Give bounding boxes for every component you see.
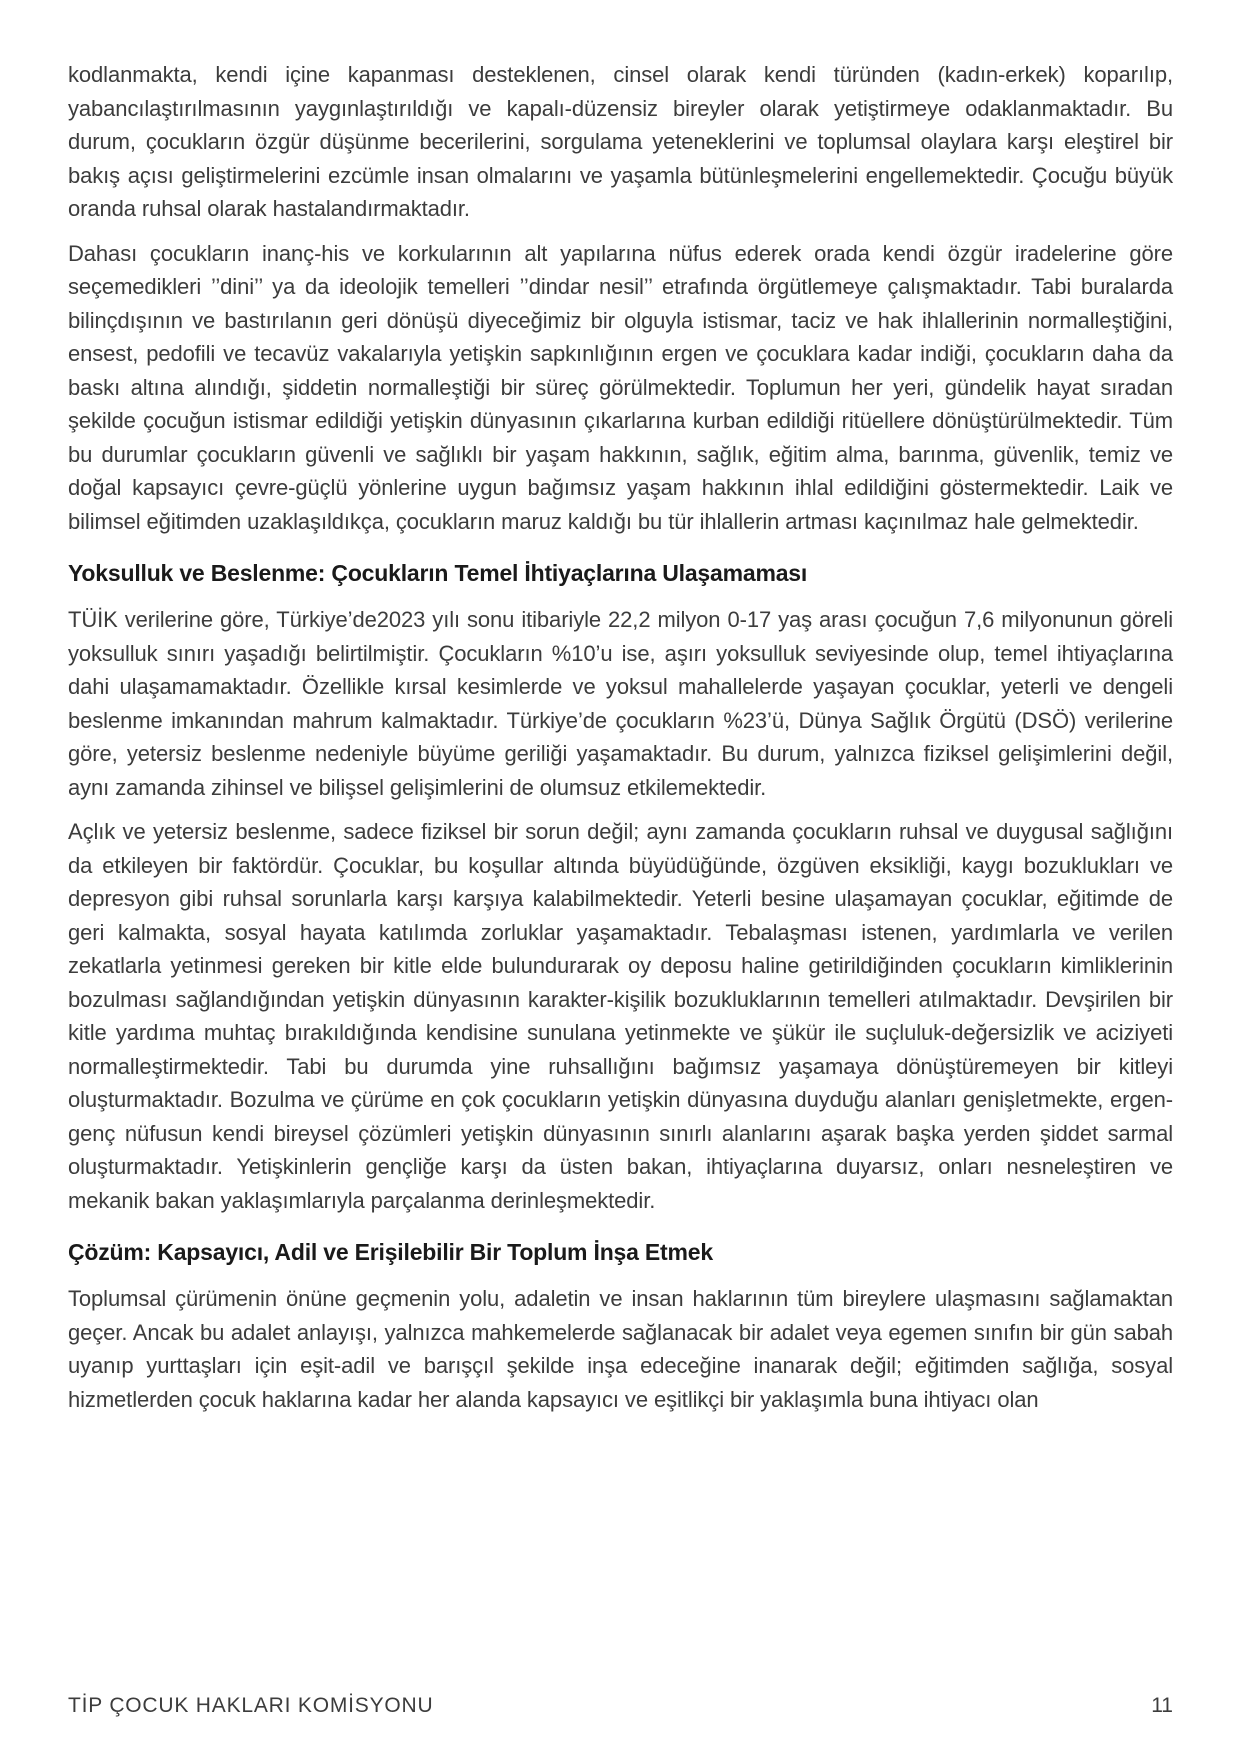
page-content xyxy=(68,58,1173,1416)
paragraph-solution-inclusive-society: Toplumsal çürümenin önüne geçmenin yolu, adaletin ve insan haklarının tüm bireylere ulaşmasını sağlamaktan geçer. Ancak bu adalet anlayışı, yalnızca mahkemelerde sağlanacak bir adalet veya egemen sınıfın bir gün sabah uyanıp yurttaşları için eşit-adil ve barışçıl şekilde inşa edeceğine inanarak değil; eğitimden sağlığa, sosyal hizmetlerden çocuk haklarına kadar her alanda kapsayıcı ve eşitlikçi bir yaklaşımla buna ihtiyacı olan xyxy=(68,1286,1173,1412)
footer-commission-name: TİP ÇOCUK HAKLARI KOMİSYONU xyxy=(68,1694,434,1717)
section-heading-solution: Çözüm: Kapsayıcı, Adil ve Erişilebilir Bir Toplum İnşa Etmek xyxy=(68,1239,713,1265)
page-footer xyxy=(68,1694,1173,1718)
paragraph-hunger-psychological-effects: Açlık ve yetersiz beslenme, sadece fiziksel bir sorun değil; aynı zamanda çocukların ruhsal ve duygusal sağlığını da etkileyen bir faktördür. Çocuklar, bu koşullar altında büyüdüğünde, özgüven eksikliği, kaygı bozuklukları ve depresyon gibi ruhsal sorunlarla karşı karşıya kalabilmektedir. Yeterli besine ulaşamayan çocuklar, eğitimde de geri kalmakta, sosyal hayata katılımda zorluklar yaşamaktadır. Tebalaşması istenen, yardımlarla ve verilen zekatlarla yetinmesi gereken bir kitle elde bulundurarak oy deposu haline getirildiğinden çocukların kimliklerinin bozulması sağlandığından yetişkin dünyasının karakter-kişilik bozukluklarının temelleri atılmaktadır. Devşirilen bir kitle yardıma muhtaç bırakıldığında kendisine sunulana yetinmekte ve şükür ile suçluluk-değersizlik ve aciziyeti normalleştirmektedir. Tabi bu durumda yine ruhsallığını bağımsız yaşamaya dönüştüremeyen bir kitleyi oluşturmaktadır. Bozulma ve çürüme en çok çocukların yetişkin dünyasına duyduğu alanları genişletmekte, ergen-genç nüfusun kendi bireysel çözümleri yetişkin dünyasının sınırlı alanlarını aşarak başka yerden şiddet sarmal oluşturmaktadır. Yetişkinlerin gençliğe karşı da üsten bakan, ihtiyaçlarına duyarsız, onları nesneleştiren ve mekanik bakan yaklaşımlarıyla parçalanma derinleşmektedir. xyxy=(68,819,1173,1213)
section-heading-poverty-nutrition: Yoksulluk ve Beslenme: Çocukların Temel İhtiyaçlarına Ulaşamaması xyxy=(68,560,808,586)
paragraph-religious-ideological-pressure: Dahası çocukların inanç-his ve korkularının alt yapılarına nüfus ederek orada kendi özgür iradelerine göre seçemedikleri ’’dini’’ ya da ideolojik temelleri ’’dindar nesil’’ etrafında örgütlemeye çalışmaktadır. Tabi buralarda bilinçdışının ve bastırılanın geri dönüşü diyeceğimiz bir olguyla istismar, taciz ve hak ihlallerinin normalleştiğini, ensest, pedofili ve tecavüz vakalarıyla yetişkin sapkınlığının ergen ve çocuklara kadar indiği, çocukların daha da baskı altına alındığı, şiddetin normalleştiği bir süreç görülmektedir. Toplumun her yeri, gündelik hayat sıradan şekilde çocuğun istismar edildiği yetişkin dünyasının çıkarlarına kurban edildiği ritüellere dönüştürülmektedir. Tüm bu durumlar çocukların güvenli ve sağlıklı bir yaşam hakkının, sağlık, eğitim alma, barınma, güvenlik, temiz ve doğal kapsayıcı çevre-güçlü yönlerine uygun bağımsız yaşam hakkının ihlal edildiğini göstermektedir. Laik ve bilimsel eğitimden uzaklaşıldıkça, çocukların maruz kaldığı bu tür ihlallerin artması kaçınılmaz hale gelmektedir. xyxy=(68,240,1173,534)
paragraph-continued-from-previous-page: kodlanmakta, kendi içine kapanması desteklenen, cinsel olarak kendi türünden (kadın-erkek) koparılıp, yabancılaştırılmasının yaygınlaştırıldığı ve kapalı-düzensiz bireyler olarak yetiştirmeye odaklanmaktadır. Bu durum, çocukların özgür düşünme becerilerini, sorgulama yeteneklerini ve toplumsal olaylara karşı eleştirel bir bakış açısı geliştirmelerini ezcümle insan olmalarını ve yaşamla bütünleşmelerini engellemektedir. Çocuğu büyük oranda ruhsal olarak hastalandırmaktadır. xyxy=(68,62,1173,221)
paragraph-tuik-poverty-statistics: TÜİK verilerine göre, Türkiye’de2023 yılı sonu itibariyle 22,2 milyon 0-17 yaş arası çocuğun 7,6 milyonunun göreli yoksulluk sınırı yaşadığı belirtilmiştir. Çocukların %10’u ise, aşırı yoksulluk seviyesinde olup, temel ihtiyaçlarına dahi ulaşamamaktadır. Özellikle kırsal kesimlerde ve yoksul mahallelerde yaşayan çocuklar, yeterli ve dengeli beslenme imkanından mahrum kalmaktadır. Türkiye’de çocukların %23’ü, Dünya Sağlık Örgütü (DSÖ) verilerine göre, yetersiz beslenme nedeniyle büyüme geriliği yaşamaktadır. Bu durum, yalnızca fiziksel gelişimlerini değil, aynı zamanda zihinsel ve bilişsel gelişimlerini de olumsuz etkilemektedir. xyxy=(68,607,1173,800)
footer-page-number: 11 xyxy=(1151,1694,1173,1717)
